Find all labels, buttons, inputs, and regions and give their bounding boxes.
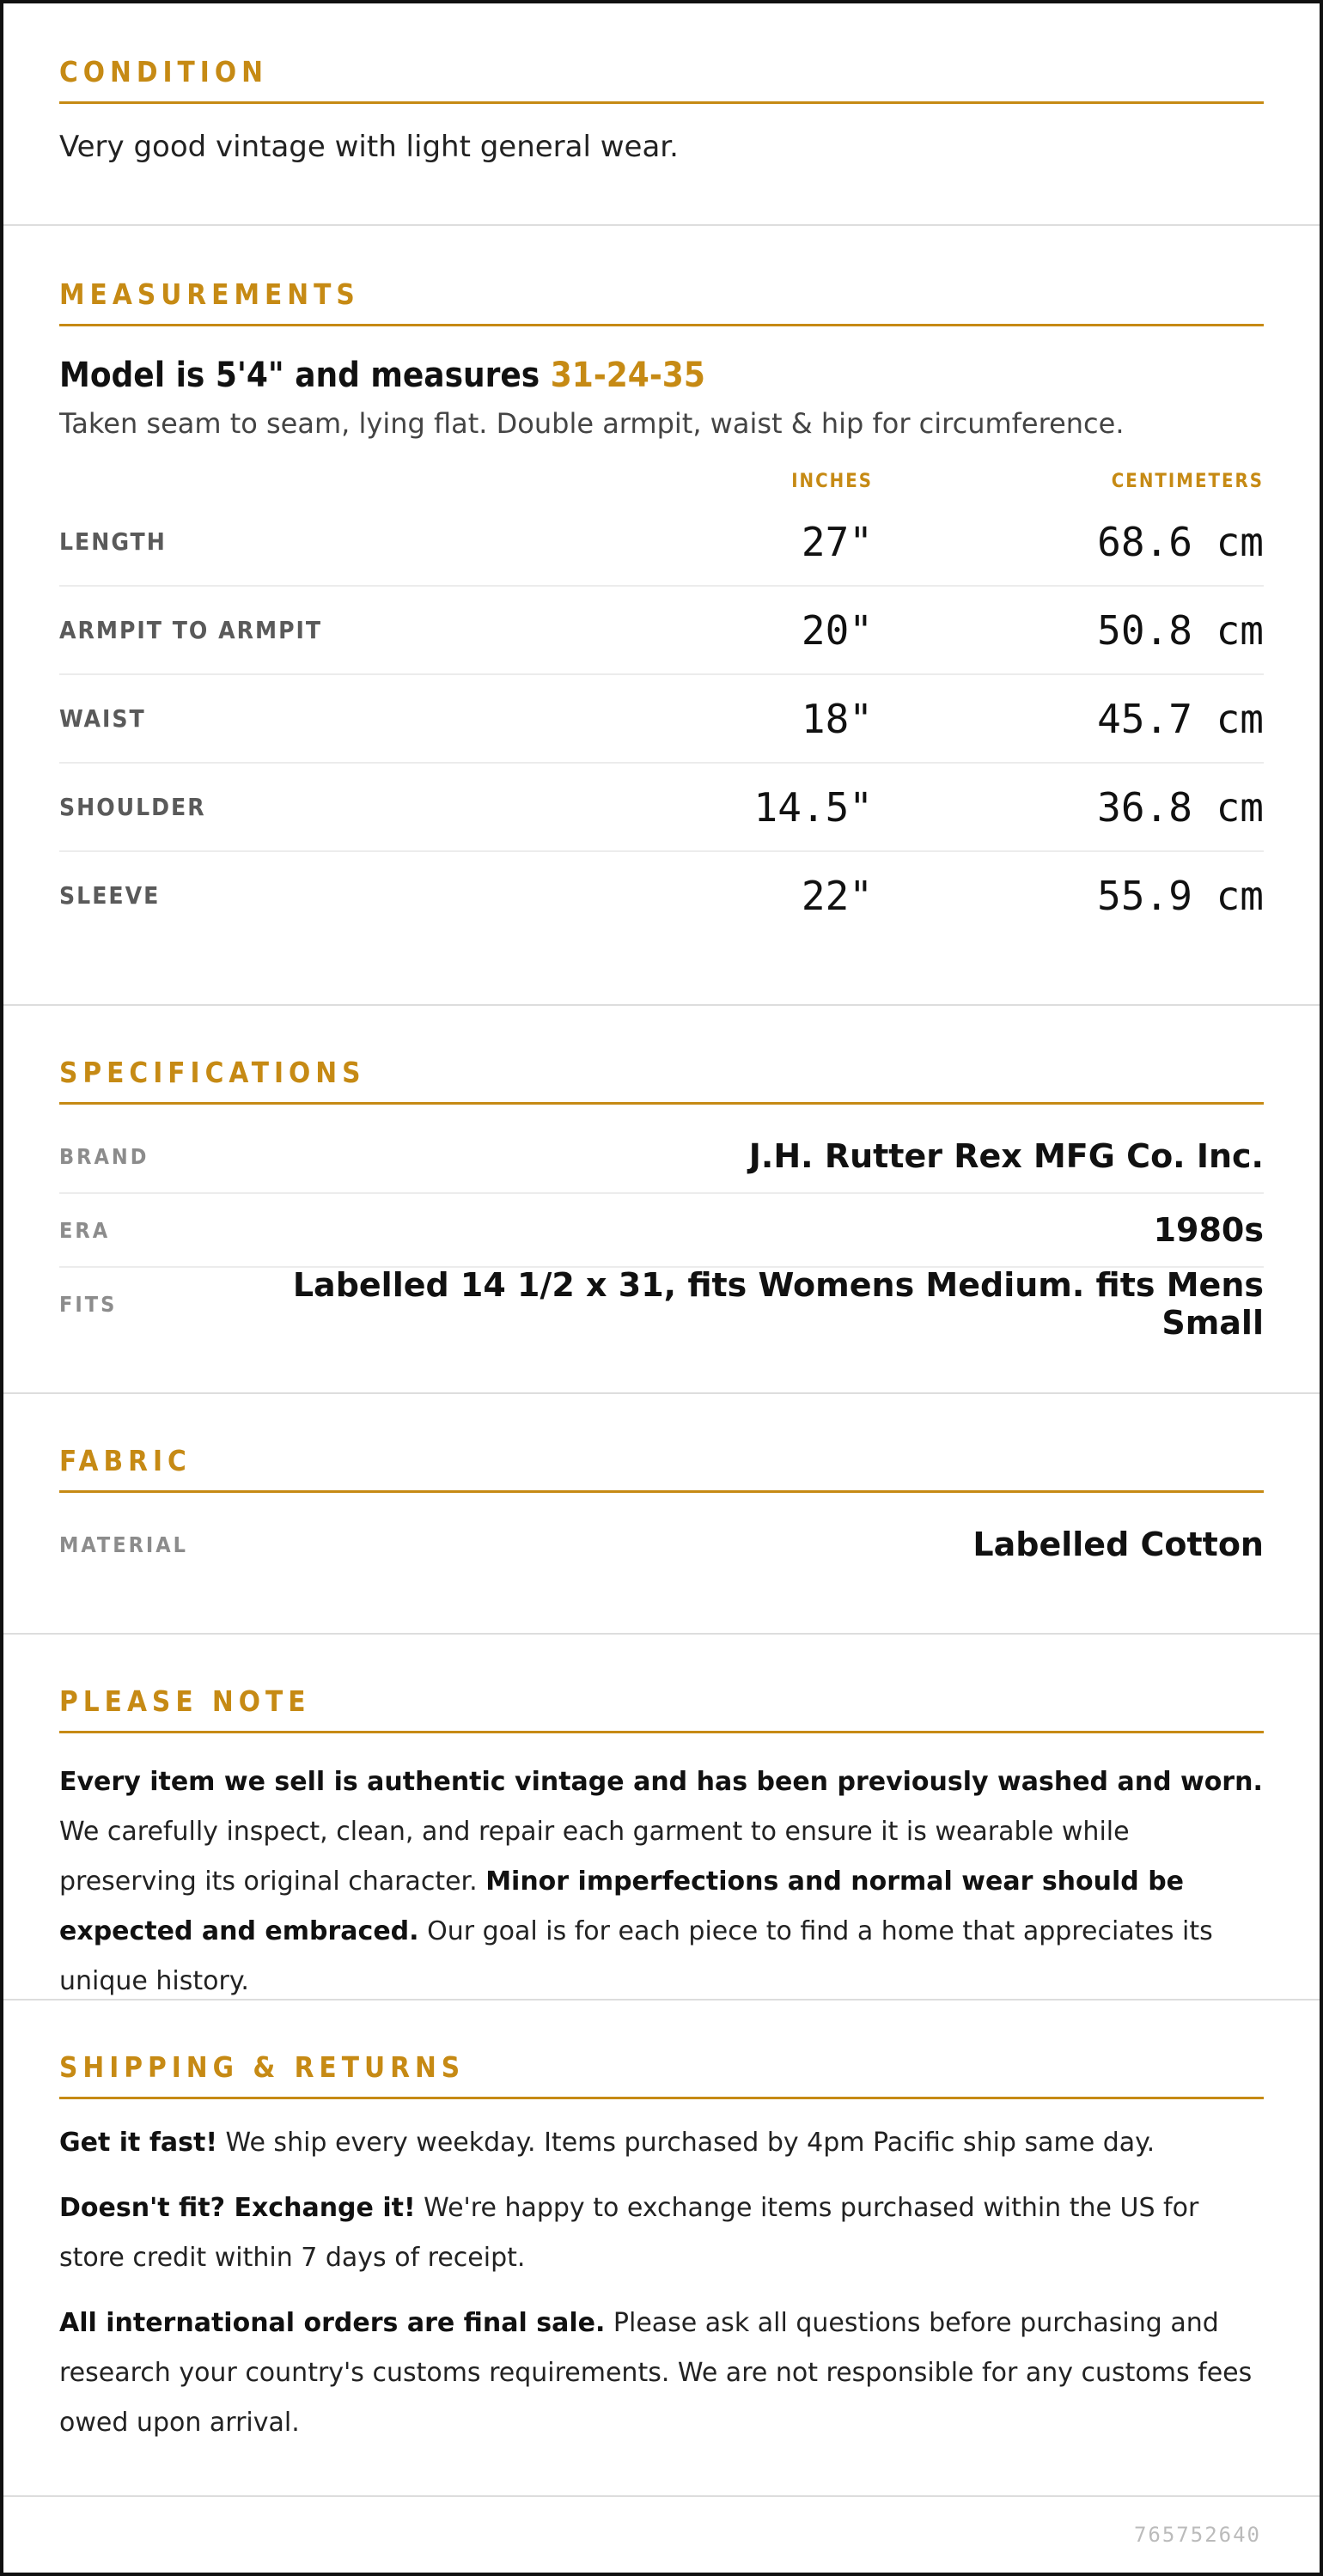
shipping-item-heading: Get it fast! (59, 2128, 217, 2158)
spec-row (59, 1120, 1264, 1194)
measurement-row (59, 764, 1264, 852)
spec-row (59, 1508, 1264, 1580)
shipping-item-text: We're happy to exchange items purchased within the US for store credit within 7 days of receipt. (59, 2193, 1199, 2273)
spec-value: J.H. Rutter Rex MFG Co. Inc. (748, 1137, 1264, 1175)
model-info (59, 356, 1264, 395)
shipping-item-text: Please ask all questions before purchasing and research your country's customs requirements. We are not responsible for any customs fees owed upon arrival. (59, 2308, 1253, 2438)
condition-text: Very good vintage with light general wear. (59, 130, 679, 164)
shipping-list (59, 2118, 1264, 2448)
measurement-cm: 55.9 cm (1097, 872, 1264, 919)
measurement-row (59, 587, 1264, 675)
spec-label: ERA (59, 1217, 111, 1243)
fabric-list (59, 1508, 1264, 1580)
shipping-returns-title: SHIPPING & RETURNS (59, 2050, 1264, 2099)
item-id: 765752640 (1133, 2523, 1261, 2547)
measurement-table (59, 498, 1264, 939)
measurements-section (3, 226, 1320, 1006)
measurement-note: Taken seam to seam, lying flat. Double armpit, waist & hip for circumference. (59, 407, 1125, 440)
spec-row (59, 1268, 1264, 1340)
spec-value: Labelled 14 1/2 x 31, fits Womens Medium. fits Mens Small (292, 1266, 1264, 1342)
spec-label: MATERIAL (59, 1532, 188, 1557)
measurement-row (59, 852, 1264, 939)
measurement-label: WAIST (59, 704, 146, 733)
measurement-label: SLEEVE (59, 881, 161, 910)
shipping-item (59, 2183, 1264, 2283)
specifications-list (59, 1120, 1264, 1340)
measurement-label: LENGTH (59, 527, 167, 556)
shipping-returns-section (3, 2001, 1320, 2497)
please-note-section (3, 1635, 1320, 2001)
measurements-title: MEASUREMENTS (59, 277, 1264, 326)
note-text-1: We carefully inspect, clean, and repair each garment to ensure it is wearable while preserving its original character. (59, 1817, 1130, 1897)
inches-column-header: INCHES (791, 470, 873, 492)
fabric-section (3, 1394, 1320, 1635)
note-bold-1: Every item we sell is authentic vintage and has been previously washed and worn. (59, 1767, 1263, 1797)
measurement-cm: 36.8 cm (1097, 783, 1264, 831)
note-text-2: Our goal is for each piece to find a home that appreciates its unique history. (59, 1916, 1213, 1996)
shipping-item-text: We ship every weekday. Items purchased by 4pm Pacific ship same day. (217, 2128, 1155, 2158)
measurement-inches: 20" (801, 606, 873, 654)
specifications-title: SPECIFICATIONS (59, 1056, 1264, 1105)
specifications-section (3, 1006, 1320, 1394)
spec-row (59, 1194, 1264, 1268)
shipping-item (59, 2118, 1264, 2168)
measurement-cm: 50.8 cm (1097, 606, 1264, 654)
spec-label: BRAND (59, 1143, 149, 1169)
measurement-header (59, 464, 1264, 498)
condition-title: CONDITION (59, 55, 1264, 104)
model-measures: 31-24-35 (550, 356, 705, 395)
condition-section (3, 3, 1320, 226)
spec-label: FITS (59, 1291, 118, 1317)
measurement-row (59, 498, 1264, 587)
measurement-inches: 27" (801, 518, 873, 565)
measurement-label: SHOULDER (59, 793, 206, 821)
note-bold-2: Minor imperfections and normal wear should be expected and embraced. (59, 1867, 1185, 1946)
please-note-title: PLEASE NOTE (59, 1684, 1264, 1733)
measurement-cm: 68.6 cm (1097, 518, 1264, 565)
measurement-inches: 14.5" (753, 783, 873, 831)
measurement-inches: 22" (801, 872, 873, 919)
spec-value: 1980s (1153, 1211, 1264, 1249)
measurement-inches: 18" (801, 695, 873, 742)
shipping-item-heading: All international orders are final sale. (59, 2308, 606, 2338)
shipping-item-heading: Doesn't fit? Exchange it! (59, 2193, 416, 2223)
shipping-item (59, 2299, 1264, 2448)
measurement-cm: 45.7 cm (1097, 695, 1264, 742)
measurement-row (59, 675, 1264, 764)
model-info-prefix: Model is 5'4" and measures (59, 356, 551, 395)
fabric-title: FABRIC (59, 1444, 1264, 1493)
please-note-text (59, 1757, 1264, 2007)
measurement-label: ARMPIT TO ARMPIT (59, 616, 323, 644)
spec-value: Labelled Cotton (972, 1526, 1264, 1563)
footer (3, 2497, 1320, 2574)
centimeters-column-header: CENTIMETERS (1111, 470, 1264, 492)
